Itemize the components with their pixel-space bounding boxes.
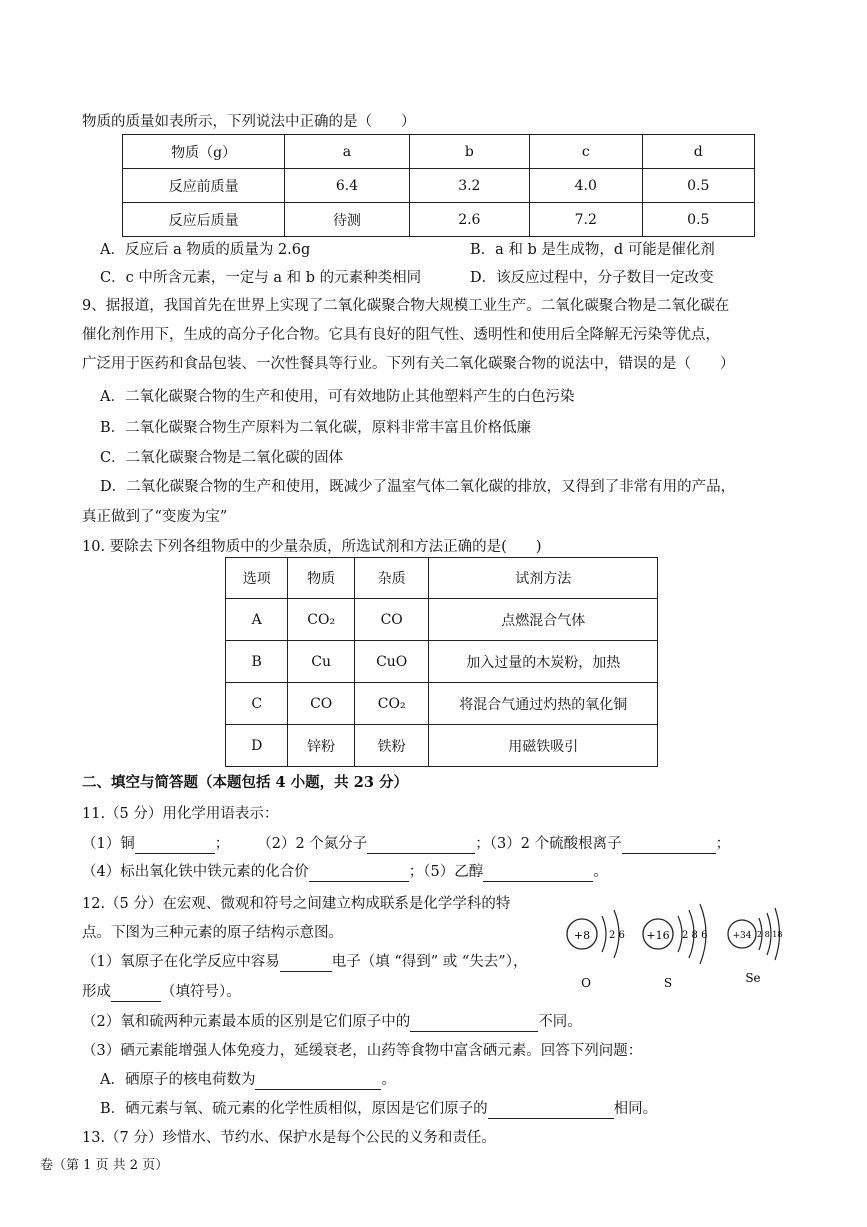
table-cell: CO [354,599,428,641]
table-cell: 4.0 [530,169,642,203]
answer-blank[interactable] [309,866,409,882]
q8-option-a: A．反应后 a 物质的质量为 2.6g [100,242,311,258]
q11-part1: （1）铜 [82,836,135,852]
q8-option-d: D．该反应过程中，分子数目一定改变 [470,270,714,286]
separator: ； [715,836,731,852]
q12-stem-line: 点。下图为三种元素的原子结构示意图。 [82,925,343,941]
table-cell: 反应后质量 [123,203,285,237]
table-cell: 3.2 [409,169,529,203]
q12-sub3-text: B．硒元素与氧、硫元素的化学性质相似，原因是它们原子的 [100,1101,488,1117]
q11-part4: （4）标出氧化铁中铁元素的化合价 [82,864,309,880]
shell-electrons: 2 8 6 [682,930,708,941]
q12-sub3-text: A．硒原子的核电荷数为 [100,1072,256,1088]
table-cell: 物质（g） [123,135,285,169]
nucleus-label: +16 [646,929,670,942]
answer-blank[interactable] [622,838,716,854]
answer-blank[interactable] [135,838,215,854]
q12-sub1 [82,952,527,972]
table-cell: 6.4 [285,169,409,203]
table-cell: CO₂ [288,599,355,641]
q11-part5: （5）乙醇 [423,864,484,880]
table-cell: B [226,641,288,683]
q11-stem: 11.（5 分）用化学用语表示： [82,806,279,822]
table-cell: A [226,599,288,641]
q12-sub3-b [100,1099,657,1119]
table-cell: 反应前质量 [123,169,285,203]
table-cell: CO₂ [354,683,428,725]
selenium-atom [728,908,782,985]
table-cell: b [409,135,529,169]
table-cell: C [226,683,288,725]
separator: ； [408,864,424,880]
table-cell: 0.5 [642,203,755,237]
table-cell: D [226,725,288,767]
answer-blank[interactable] [410,1016,538,1032]
table-cell: 将混合气通过灼热的氧化铜 [429,683,658,725]
q9-option: D．二氧化碳聚合物的生产和使用，既减少了温室气体二氧化碳的排放，又得到了非常有用的产品， [100,479,736,495]
section-title: 二、填空与简答题（本题包括 4 小题，共 23 分） [82,774,408,791]
q8-table [122,134,755,237]
table-cell: 试剂方法 [429,558,658,599]
answer-blank[interactable] [255,1074,381,1090]
q9-option: C．二氧化碳聚合物是二氧化碳的固体 [100,450,344,466]
q10-stem: 10. 要除去下列各组物质中的少量杂质，所选试剂和方法正确的是( ) [82,539,542,555]
table-cell: 杂质 [354,558,428,599]
element-label: Se [745,971,761,985]
q10-table [225,557,658,767]
q12-sub1-cont [82,982,241,1002]
element-label: O [581,976,591,990]
q9-option: B．二氧化碳聚合物生产原料为二氧化碳，原料非常丰富且价格低廉 [100,420,532,436]
q12-stem-line: 12.（5 分）在宏观、微观和符号之间建立构成联系是化学学科的特 [82,896,511,912]
q9-option: A．二氧化碳聚合物的生产和使用，可有效地防止其他塑料产生的白色污染 [100,389,575,405]
q13-stem: 13.（7 分）珍惜水、节约水、保护水是每个公民的义务和责任。 [82,1130,496,1146]
table-cell: 加入过量的木炭粉，加热 [429,641,658,683]
q12-sub2-text: 不同。 [538,1014,582,1030]
sulfur-atom [643,904,707,990]
nucleus-label: +34 [732,931,752,941]
q9-stem-line: 9、据报道，我国首先在世界上实现了二氧化碳聚合物大规模工业生产。二氧化碳聚合物是二氧化碳在 [82,298,730,314]
q12-sub1-text: 形成 [82,984,111,1000]
table-cell: Cu [288,641,355,683]
q12-sub1-text: （1）氧原子在化学反应中容易 [82,954,280,970]
q11-part2: （2）2 个氮分子 [257,836,368,852]
answer-blank[interactable] [488,1103,614,1119]
answer-blank[interactable] [280,956,332,972]
q8-option-c: C．c 中所含元素，一定与 a 和 b 的元素种类相同 [100,270,422,286]
page-footer: 卷（第 1 页 共 2 页） [40,1158,169,1173]
table-cell: a [285,135,409,169]
nucleus-label: +8 [573,929,591,942]
table-cell: 铁粉 [354,725,428,767]
table-cell: c [530,135,642,169]
atom-structure-diagrams [560,886,785,991]
end-mark: 。 [593,864,608,880]
table-cell: 2.6 [409,203,529,237]
q11-line1 [82,834,730,854]
table-cell: 用磁铁吸引 [429,725,658,767]
q8-option-b: B．a 和 b 是生成物，d 可能是催化剂 [470,242,715,258]
q9-stem-line: 广泛用于医药和食品包装、一次性餐具等行业。下列有关二氧化碳聚合物的说法中，错误的是（ ） [82,356,735,372]
table-cell: 0.5 [642,169,755,203]
q12-sub3: （3）硒元素能增强人体免疫力，延缓衰老，山药等食物中富含硒元素。回答下列问题： [82,1043,643,1059]
table-cell: 7.2 [530,203,642,237]
answer-blank[interactable] [483,866,593,882]
q12-sub1-text: 电子（填 “得到” 或 “失去”）， [331,954,528,970]
q12-sub3-text: 。 [381,1072,396,1088]
q11-part3: （3）2 个硫酸根离子 [489,836,622,852]
table-cell: CO [288,683,355,725]
q12-sub2 [82,1012,582,1032]
element-label: S [663,976,673,990]
table-cell: 物质 [288,558,355,599]
table-cell: 待测 [285,203,409,237]
oxygen-atom [567,910,625,990]
separator: ； [475,836,490,852]
separator: ； [214,836,230,852]
q8-stem: 物质的质量如表所示，下列说法中正确的是（ ） [82,114,416,130]
answer-blank[interactable] [111,986,161,1002]
table-cell: CuO [354,641,428,683]
answer-blank[interactable] [367,838,475,854]
q12-sub2-text: （2）氧和硫两种元素最本质的区别是它们原子中的 [82,1014,411,1030]
q9-option-d-continued: 真正做到了“变废为宝” [82,509,228,525]
table-cell: 选项 [226,558,288,599]
q9-stem-line: 催化剂作用下，生成的高分子化合物。它具有良好的阻气性、透明性和使用后全降解无污染等优点， [82,327,720,343]
shell-electrons: 2 6 [609,930,625,941]
shell-electrons: 2 8 18 [757,930,783,939]
q12-sub3-a [100,1070,396,1090]
q12-sub3-text: 相同。 [613,1101,658,1117]
q11-line2 [82,862,608,882]
q12-sub1-text: （填符号）。 [161,984,241,1000]
table-cell: 锌粉 [288,725,355,767]
table-cell: d [642,135,755,169]
table-cell: 点燃混合气体 [429,599,658,641]
